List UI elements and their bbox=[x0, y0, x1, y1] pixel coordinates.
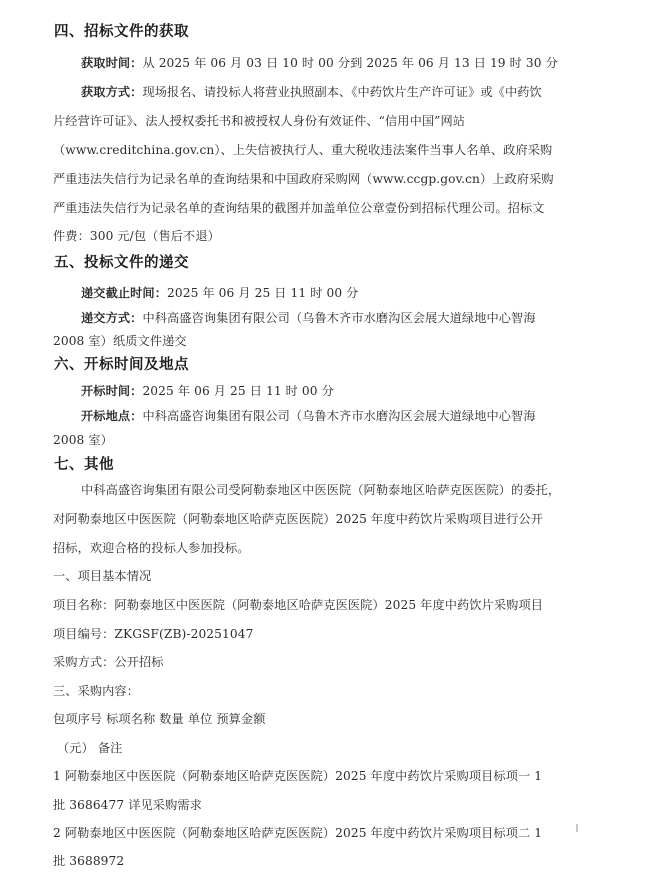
acquire-method-line: 现场报名、请投标人将营业执照副本、《中药饮片生产许可证》或《中药饮 bbox=[142, 85, 542, 99]
submit-method-cont: 2008 室）纸质文件递交 bbox=[53, 334, 187, 348]
procurement-content-heading: 三、采购内容： bbox=[53, 684, 140, 698]
acquire-method-label: 获取方式： bbox=[81, 85, 143, 99]
other-intro-line: 对阿勒泰地区中医医院（阿勒泰地区哈萨克医医院）2025 年度中药饮片采购项目进行公开 bbox=[53, 512, 544, 526]
section-5-heading: 五、投标文件的递交 bbox=[54, 255, 189, 271]
procurement-method-line: 采购方式：公开招标 bbox=[53, 655, 164, 669]
other-intro-line: 中科高盛咨询集团有限公司受阿勒泰地区中医医院（阿勒泰地区哈萨克医医院）的委托， bbox=[81, 483, 561, 497]
lot-row: 2 阿勒泰地区中医医院（阿勒泰地区哈萨克医医院）2025 年度中药饮片采购项目标项二 1 bbox=[53, 826, 543, 840]
project-name-line: 项目名称：阿勒泰地区中医医院（阿勒泰地区哈萨克医医院）2025 年度中药饮片采购项目 bbox=[53, 598, 544, 612]
opening-place-label: 开标地点： bbox=[81, 409, 143, 423]
opening-place-row bbox=[81, 408, 536, 424]
opening-time-label: 开标时间： bbox=[81, 384, 143, 398]
acquire-method-line: 严重违法失信行为记录名单的查询结果和中国政府采购网（www.ccgp.gov.cn）上政府采购 bbox=[53, 172, 554, 186]
submit-deadline-row bbox=[81, 285, 358, 301]
section-7-heading: 七、其他 bbox=[54, 457, 114, 473]
table-header-line: 包项序号 标项名称 数量 单位 预算金额 bbox=[53, 712, 266, 726]
opening-time-value: 2025 年 06 月 25 日 11 时 00 分 bbox=[142, 384, 334, 398]
acquire-method-line: （www.creditchina.gov.cn）、上失信被执行人、重大税收违法案件当事人名单、政府采购 bbox=[53, 143, 553, 157]
submit-method-row bbox=[81, 310, 536, 326]
acquire-method-line: 片经营许可证》、法人授权委托书和被授权人身份有效证件、“信用中国”网站 bbox=[53, 114, 466, 128]
project-basic-heading: 一、项目基本情况 bbox=[53, 569, 152, 583]
submit-method-label: 递交方式： bbox=[81, 311, 143, 325]
section-6-heading: 六、开标时间及地点 bbox=[54, 357, 189, 373]
project-number-line: 项目编号：ZKGSF(ZB)-20251047 bbox=[53, 627, 254, 641]
table-header-cont: （元） 备注 bbox=[57, 741, 123, 755]
scan-artifact bbox=[576, 824, 578, 832]
submit-deadline-label: 递交截止时间： bbox=[81, 286, 168, 300]
section-4-heading: 四、招标文件的获取 bbox=[54, 24, 189, 40]
acquire-method-row bbox=[81, 84, 542, 100]
other-intro-line: 招标，欢迎合格的投标人参加投标。 bbox=[53, 541, 250, 555]
acquire-method-line: 严重违法失信行为记录名单的查询结果的截图并加盖单位公章壹份到招标代理公司。招标文 bbox=[53, 201, 545, 215]
acquire-time-value: 从 2025 年 06 月 03 日 10 时 00 分到 2025 年 06 月 13 日 19 时 30 分 bbox=[142, 56, 558, 70]
acquire-method-line: 件费：300 元/包（售后不退） bbox=[53, 229, 220, 243]
submit-deadline-value: 2025 年 06 月 25 日 11 时 00 分 bbox=[167, 286, 359, 300]
acquire-time-row bbox=[81, 55, 558, 71]
acquire-time-label: 获取时间： bbox=[81, 56, 143, 70]
submit-method-value: 中科高盛咨询集团有限公司（乌鲁木齐市水磨沟区会展大道绿地中心智海 bbox=[142, 311, 536, 325]
opening-place-cont: 2008 室） bbox=[53, 433, 113, 447]
opening-place-value: 中科高盛咨询集团有限公司（乌鲁木齐市水磨沟区会展大道绿地中心智海 bbox=[142, 409, 536, 423]
lot-row: 1 阿勒泰地区中医医院（阿勒泰地区哈萨克医医院）2025 年度中药饮片采购项目标项一 1 bbox=[53, 769, 543, 783]
lot-row-cont: 批 3688972 bbox=[53, 854, 125, 868]
opening-time-row bbox=[81, 383, 334, 399]
lot-row-cont: 批 3686477 详见采购需求 bbox=[53, 798, 202, 812]
